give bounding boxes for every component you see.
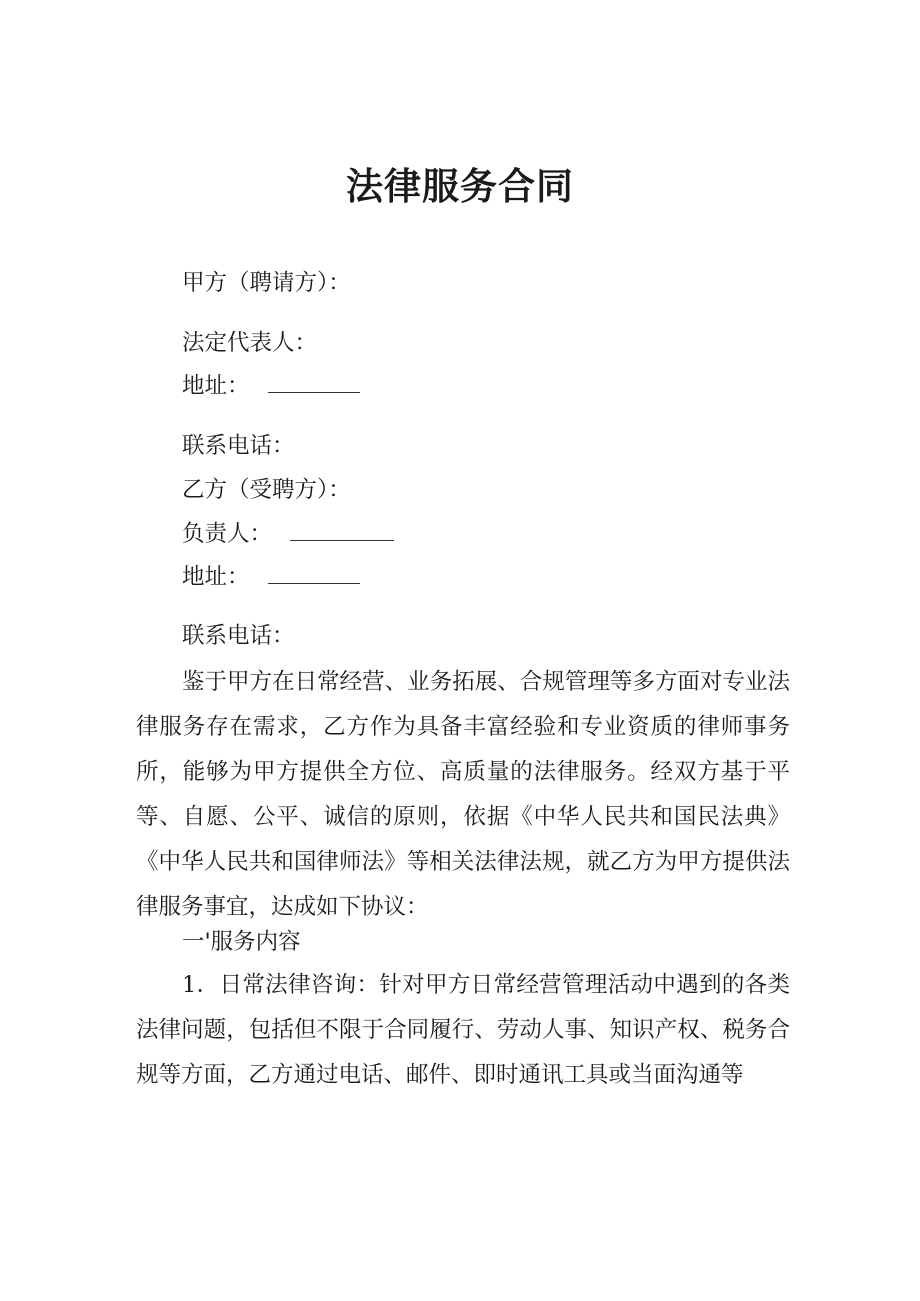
party-a-phone: 联系电话： (182, 433, 295, 459)
party-b-label: 乙方（受聘方）： (182, 477, 351, 503)
party-b-address-blank (268, 565, 360, 584)
party-b-phone: 联系电话： (182, 623, 295, 649)
party-a-label: 甲方（聘请方）： (182, 270, 351, 296)
party-b-person-blank (290, 522, 394, 541)
party-a-address-label: 地址： (182, 373, 250, 399)
party-a-legal-rep: 法定代表人： (182, 330, 318, 356)
party-a-address-blank (268, 374, 360, 393)
party-b-address-line (182, 562, 360, 592)
party-b-address-label: 地址： (182, 564, 250, 590)
party-a-address-line (182, 371, 360, 401)
preamble-paragraph: 鉴于甲方在日常经营、业务拓展、合规管理等多方面对专业法律服务存在需求，乙方作为具备丰富经验和专业资质的律师事务所，能够为甲方提供全方位、高质量的法律服务。经双方基于平等、自愿、公平、诚信的原则，依据《中华人民共和国民法典》《中华人民共和国律师法》等相关法律法规，就乙方为甲方提供法律服务事宜，达成如下协议： (136, 669, 790, 920)
section-1-heading: 一'服务内容 (182, 929, 301, 955)
party-b-person-line (182, 519, 394, 549)
document-title: 法律服务合同 (346, 165, 574, 208)
party-b-person-label: 负责人： (182, 521, 273, 547)
section-1-item-1: 1．日常法律咨询：针对甲方日常经营管理活动中遇到的各类法律问题，包括但不限于合同履行、劳动人事、知识产权、税务合规等方面，乙方通过电话、邮件、即时通讯工具或当面沟通等 (136, 972, 790, 1088)
